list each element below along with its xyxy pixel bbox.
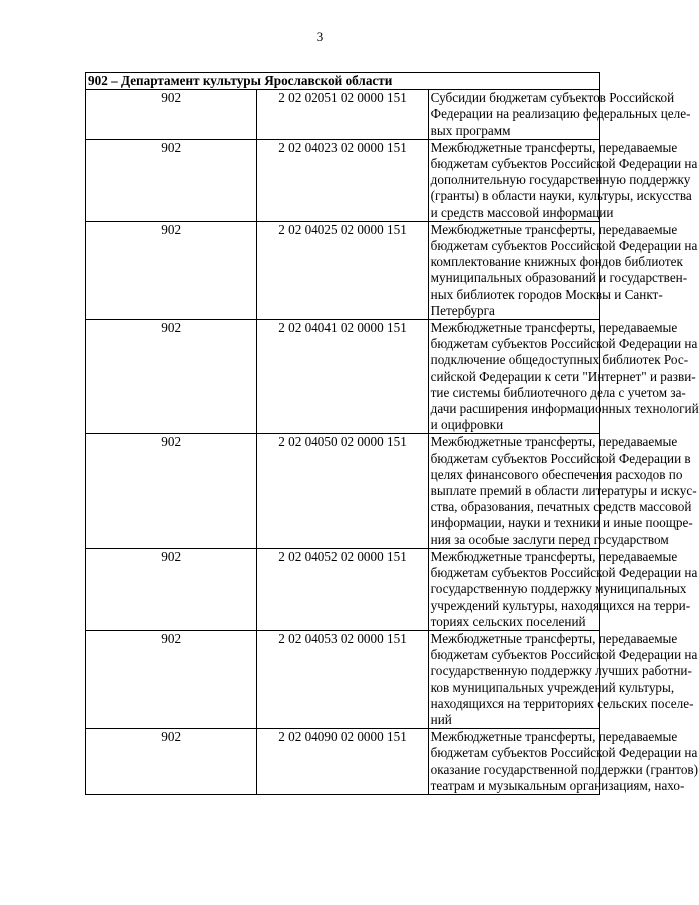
name-line: информации, науки и техники и иные поощре- bbox=[430, 515, 693, 531]
budget-code-cell: 2 02 04052 02 0000 151 bbox=[257, 548, 428, 630]
admin-code-cell: 902 bbox=[86, 729, 257, 795]
name-line: бюджетам субъектов Российской Федерации в bbox=[430, 450, 691, 466]
name-line: выплате премий в области литературы и искус- bbox=[430, 483, 697, 499]
table-row bbox=[86, 320, 600, 434]
budget-code-cell: 2 02 02051 02 0000 151 bbox=[257, 90, 428, 140]
budget-code-cell: 2 02 04050 02 0000 151 bbox=[257, 434, 428, 548]
budget-code-cell: 2 02 04025 02 0000 151 bbox=[257, 221, 428, 319]
name-line: ний bbox=[430, 711, 452, 727]
name-line: дачи расширения информационных технологий bbox=[430, 401, 699, 417]
budget-code-cell: 2 02 04053 02 0000 151 bbox=[257, 630, 428, 728]
admin-code-cell: 902 bbox=[86, 139, 257, 221]
income-name-cell bbox=[428, 139, 698, 221]
name-line: Межбюджетные трансферты, передаваемые bbox=[430, 320, 678, 336]
name-line: государственную поддержку лучших работни- bbox=[430, 663, 692, 679]
name-line: находящихся на территориях сельских поселе- bbox=[430, 695, 694, 711]
admin-code-cell: 902 bbox=[86, 90, 257, 140]
name-line: бюджетам субъектов Российской Федерации на bbox=[430, 565, 698, 581]
income-name-cell bbox=[428, 548, 698, 630]
name-line: Межбюджетные трансферты, передаваемые bbox=[430, 434, 678, 450]
name-line: государственную поддержку муниципальных bbox=[430, 581, 687, 597]
name-line: Межбюджетные трансферты, передаваемые bbox=[430, 729, 678, 745]
name-line: Межбюджетные трансферты, передаваемые bbox=[430, 630, 678, 646]
income-name-cell bbox=[428, 434, 697, 548]
name-line: и оцифровки bbox=[430, 417, 504, 433]
table-header-row bbox=[86, 73, 600, 90]
name-line: бюджетам субъектов Российской Федерации на bbox=[430, 745, 698, 761]
admin-code-cell: 902 bbox=[86, 548, 257, 630]
name-line: бюджетам субъектов Российской Федерации на bbox=[430, 336, 698, 352]
table-row bbox=[86, 139, 600, 221]
name-line: ства, образования, печатных средств массовой bbox=[430, 499, 692, 515]
name-line: и средств массовой информации bbox=[430, 204, 614, 220]
name-line: Межбюджетные трансферты, передаваемые bbox=[430, 548, 678, 564]
name-line: целях финансового обеспечения расходов по bbox=[430, 466, 683, 482]
department-header: 902 – Департамент культуры Ярославской области bbox=[86, 73, 600, 90]
name-line: Межбюджетные трансферты, передаваемые bbox=[430, 139, 678, 155]
name-line: комплектование книжных фондов библиотек bbox=[430, 254, 683, 270]
budget-code-cell: 2 02 04023 02 0000 151 bbox=[257, 139, 428, 221]
name-line: подключение общедоступных библиотек Рос- bbox=[430, 352, 689, 368]
name-line: дополнительную государственную поддержку bbox=[430, 172, 691, 188]
name-line: сийской Федерации к сети "Интернет" и разви- bbox=[430, 368, 696, 384]
name-line: (гранты) в области науки, культуры, искусства bbox=[430, 188, 692, 204]
name-line: тие системы библиотечного дела с учетом за- bbox=[430, 384, 686, 400]
name-line: театрам и музыкальным организациям, нахо- bbox=[430, 777, 685, 793]
table-row bbox=[86, 434, 600, 548]
name-line: Федерации на реализацию федеральных целе- bbox=[430, 106, 691, 122]
name-line: ния за особые заслуги перед государством bbox=[430, 531, 669, 547]
admin-code-cell: 902 bbox=[86, 320, 257, 434]
admin-code-cell: 902 bbox=[86, 221, 257, 319]
income-name-cell bbox=[428, 320, 699, 434]
budget-code-cell: 2 02 04090 02 0000 151 bbox=[257, 729, 428, 795]
name-line: учреждений культуры, находящихся на терри- bbox=[430, 597, 691, 613]
name-line: ториях сельских поселений bbox=[430, 613, 586, 629]
table-row bbox=[86, 221, 600, 319]
budget-classification-table bbox=[85, 72, 699, 795]
name-line: муниципальных образований и государствен- bbox=[430, 270, 688, 286]
table-row bbox=[86, 630, 600, 728]
page-number: 3 bbox=[316, 29, 324, 44]
income-name-cell bbox=[428, 630, 698, 728]
name-line: бюджетам субъектов Российской Федерации на bbox=[430, 238, 698, 254]
name-line: бюджетам субъектов Российской Федерации на bbox=[430, 156, 698, 172]
name-line: вых программ bbox=[430, 122, 511, 138]
income-name-cell bbox=[428, 221, 698, 319]
admin-code-cell: 902 bbox=[86, 434, 257, 548]
name-line: ных библиотек городов Москвы и Санкт- bbox=[430, 286, 663, 302]
name-line: Межбюджетные трансферты, передаваемые bbox=[430, 221, 678, 237]
table-row bbox=[86, 729, 600, 795]
name-line: Субсидии бюджетам субъектов Российской bbox=[430, 90, 675, 106]
admin-code-cell: 902 bbox=[86, 630, 257, 728]
name-line: Петербурга bbox=[430, 302, 495, 318]
table-row bbox=[86, 548, 600, 630]
name-line: бюджетам субъектов Российской Федерации на bbox=[430, 647, 698, 663]
name-line: оказание государственной поддержки (грантов) bbox=[430, 761, 699, 777]
income-name-cell bbox=[428, 729, 699, 795]
budget-code-cell: 2 02 04041 02 0000 151 bbox=[257, 320, 428, 434]
income-name-cell bbox=[428, 90, 691, 140]
table-row bbox=[86, 90, 600, 140]
name-line: ков муниципальных учреждений культуры, bbox=[430, 679, 675, 695]
